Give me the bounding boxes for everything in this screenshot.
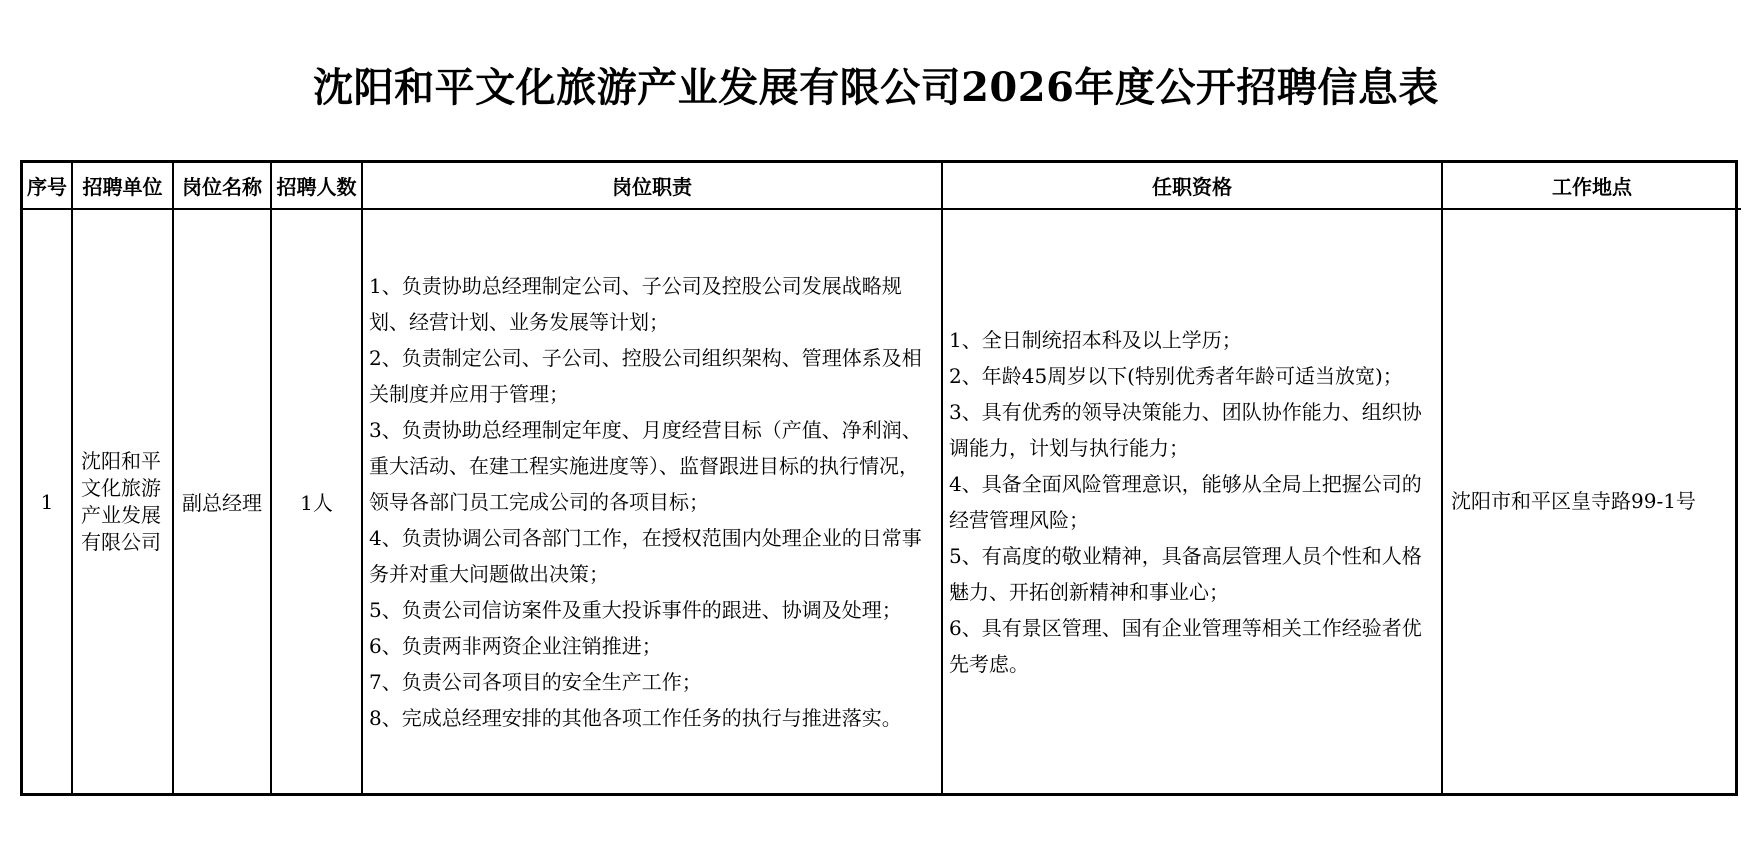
qualification-item: 4、具备全面风险管理意识，能够从全局上把握公司的经营管理风险； (949, 471, 1422, 532)
header-count: 招聘人数 (271, 163, 362, 209)
duty-item: 5、负责公司信访案件及重大投诉事件的跟进、协调及处理； (369, 597, 902, 622)
duty-item: 1、负责协助总经理制定公司、子公司及控股公司发展战略规划、经营计划、业务发展等计划； (369, 273, 902, 334)
header-location: 工作地点 (1442, 163, 1741, 209)
header-unit: 招聘单位 (72, 163, 173, 209)
qualification-item: 3、具有优秀的领导决策能力、团队协作能力、组织协调能力，计划与执行能力； (949, 399, 1422, 460)
duty-item: 6、负责两非两资企业注销推进； (369, 633, 662, 658)
cell-count: 1人 (271, 209, 362, 793)
qualification-item: 1、全日制统招本科及以上学历； (949, 327, 1242, 352)
recruitment-table (20, 160, 1738, 796)
cell-qualifications (942, 209, 1442, 793)
header-qualifications: 任职资格 (942, 163, 1442, 209)
cell-duties (362, 209, 942, 793)
qualification-item: 2、年龄45周岁以下(特别优秀者年龄可适当放宽)； (949, 363, 1403, 388)
header-duties: 岗位职责 (362, 163, 942, 209)
duty-item: 7、负责公司各项目的安全生产工作； (369, 669, 702, 694)
header-position: 岗位名称 (173, 163, 271, 209)
qualification-item: 6、具有景区管理、国有企业管理等相关工作经验者优先考虑。 (949, 615, 1422, 676)
cell-seq: 1 (23, 209, 72, 793)
cell-unit: 沈阳和平文化旅游产业发展有限公司 (72, 209, 173, 793)
duties-list (369, 268, 935, 736)
header-row (23, 163, 1741, 209)
page-title: 沈阳和平文化旅游产业发展有限公司2026年度公开招聘信息表 (313, 64, 1439, 111)
cell-position: 副总经理 (173, 209, 271, 793)
duty-item: 8、完成总经理安排的其他各项工作任务的执行与推进落实。 (369, 705, 902, 730)
duty-item: 2、负责制定公司、子公司、控股公司组织架构、管理体系及相关制度并应用于管理； (369, 345, 922, 406)
recruitment-table-grid (23, 163, 1741, 793)
cell-location: 沈阳市和平区皇寺路99-1号 (1442, 209, 1741, 793)
qualifications-list (949, 322, 1435, 682)
duty-item: 3、负责协助总经理制定年度、月度经营目标（产值、净利润、重大活动、在建工程实施进度等）、监督跟进目标的执行情况，领导各部门员工完成公司的各项目标； (369, 417, 922, 514)
qualification-item: 5、有高度的敬业精神，具备高层管理人员个性和人格魅力、开拓创新精神和事业心； (949, 543, 1422, 604)
table-row (23, 209, 1741, 793)
header-seq: 序号 (23, 163, 72, 209)
duty-item: 4、负责协调公司各部门工作，在授权范围内处理企业的日常事务并对重大问题做出决策； (369, 525, 922, 586)
